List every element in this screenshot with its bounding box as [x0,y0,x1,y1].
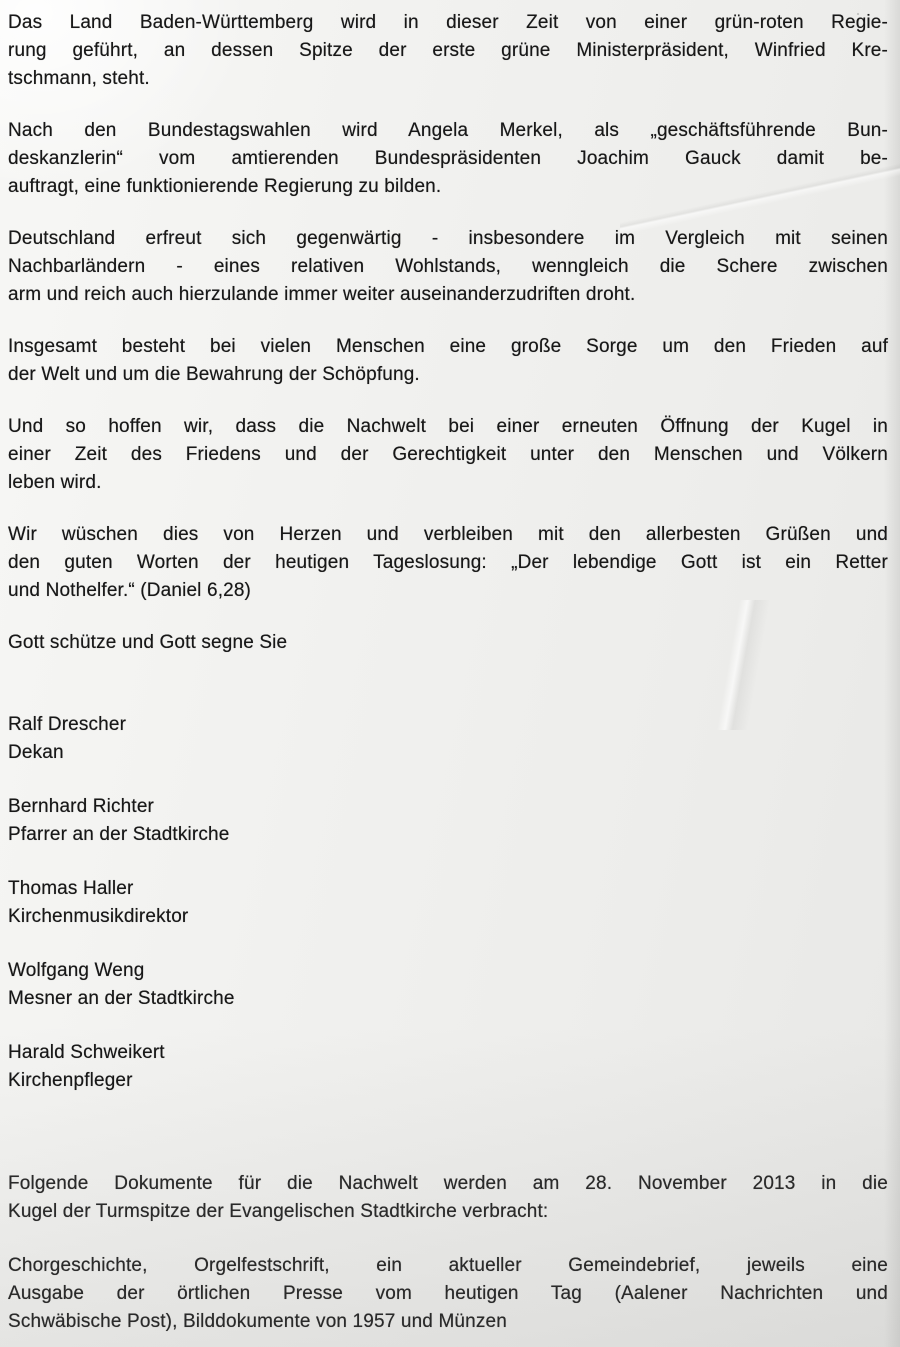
letter-body [8,0,888,1336]
text-line: Deutschland erfreut sich gegenwärtig - insbesondere im Vergleich mit seinen [8,228,888,249]
letter-paragraphs [8,9,888,605]
text-line: Ausgabe der örtlichen Presse vom heutigen Tag (Aalener Nachrichten und [8,1283,888,1304]
text-line: auftragt, eine funktionierende Regierung zu bilden. [8,176,442,197]
signatory-role: Kirchenmusikdirektor [8,906,189,927]
signatory-name: Ralf Drescher [8,714,127,735]
text-line: Wir wüschen dies von Herzen und verbleiben mit den allerbesten Grüßen und [8,524,888,545]
text-line: der Welt und um die Bewahrung der Schöpfung. [8,364,420,385]
closing-section [8,1170,888,1336]
paragraph [8,225,888,309]
paragraph [8,1170,888,1226]
text-line: deskanzlerin“ vom amtierenden Bundespräsidenten Joachim Gauck damit be- [8,148,888,169]
text-line: Insgesamt besteht bei vielen Menschen eine große Sorge um den Frieden auf [8,336,888,357]
text-line: rung geführt, an dessen Spitze der erste grüne Ministerpräsident, Winfried Kre- [8,40,888,61]
paragraph [8,117,888,201]
text-line: arm und reich auch hierzulande immer weiter auseinanderzudriften droht. [8,284,636,305]
signatory-role: Dekan [8,742,64,763]
text-line: einer Zeit des Friedens und der Gerechtigkeit unter den Menschen und Völkern [8,444,888,465]
signature-block [8,875,888,931]
text-line: Schwäbische Post), Bilddokumente von 1957 und Münzen [8,1311,507,1332]
signature-block [8,793,888,849]
paragraph [8,413,888,497]
paragraph [8,1252,888,1336]
signatory-name: Bernhard Richter [8,796,155,817]
paragraph [8,9,888,93]
text-line: Nach den Bundestagswahlen wird Angela Merkel, als „geschäftsführende Bun- [8,120,888,141]
signature-list [8,711,888,1095]
blessing-line: Gott schütze und Gott segne Sie [8,632,288,653]
signatory-name: Wolfgang Weng [8,960,145,981]
signatory-name: Harald Schweikert [8,1042,165,1063]
text-line: Nachbarländern - eines relativen Wohlstands, wenngleich die Schere zwischen [8,256,888,277]
paragraph [8,521,888,605]
signatory-role: Kirchenpfleger [8,1070,133,1091]
text-line: leben wird. [8,472,102,493]
signatory-role: Mesner an der Stadtkirche [8,988,235,1009]
text-line: Folgende Dokumente für die Nachwelt werden am 28. November 2013 in die [8,1173,888,1194]
text-line: Das Land Baden-Württemberg wird in dieser Zeit von einer grün-roten Regie- [8,12,888,33]
text-line: Kugel der Turmspitze der Evangelischen Stadtkirche verbracht: [8,1201,549,1222]
signature-block [8,1039,888,1095]
text-line: tschmann, steht. [8,68,150,89]
signatory-role: Pfarrer an der Stadtkirche [8,824,230,845]
text-line: und Nothelfer.“ (Daniel 6,28) [8,580,252,601]
text-line: Und so hoffen wir, dass die Nachwelt bei einer erneuten Öffnung der Kugel in [8,416,888,437]
signature-block [8,957,888,1013]
paragraph [8,333,888,389]
text-line: Chorgeschichte, Orgelfestschrift, ein aktueller Gemeindebrief, jeweils eine [8,1255,888,1276]
text-line: den guten Worten der heutigen Tageslosung: „Der lebendige Gott ist ein Retter [8,552,888,573]
signatory-name: Thomas Haller [8,878,134,899]
signature-block [8,711,888,767]
